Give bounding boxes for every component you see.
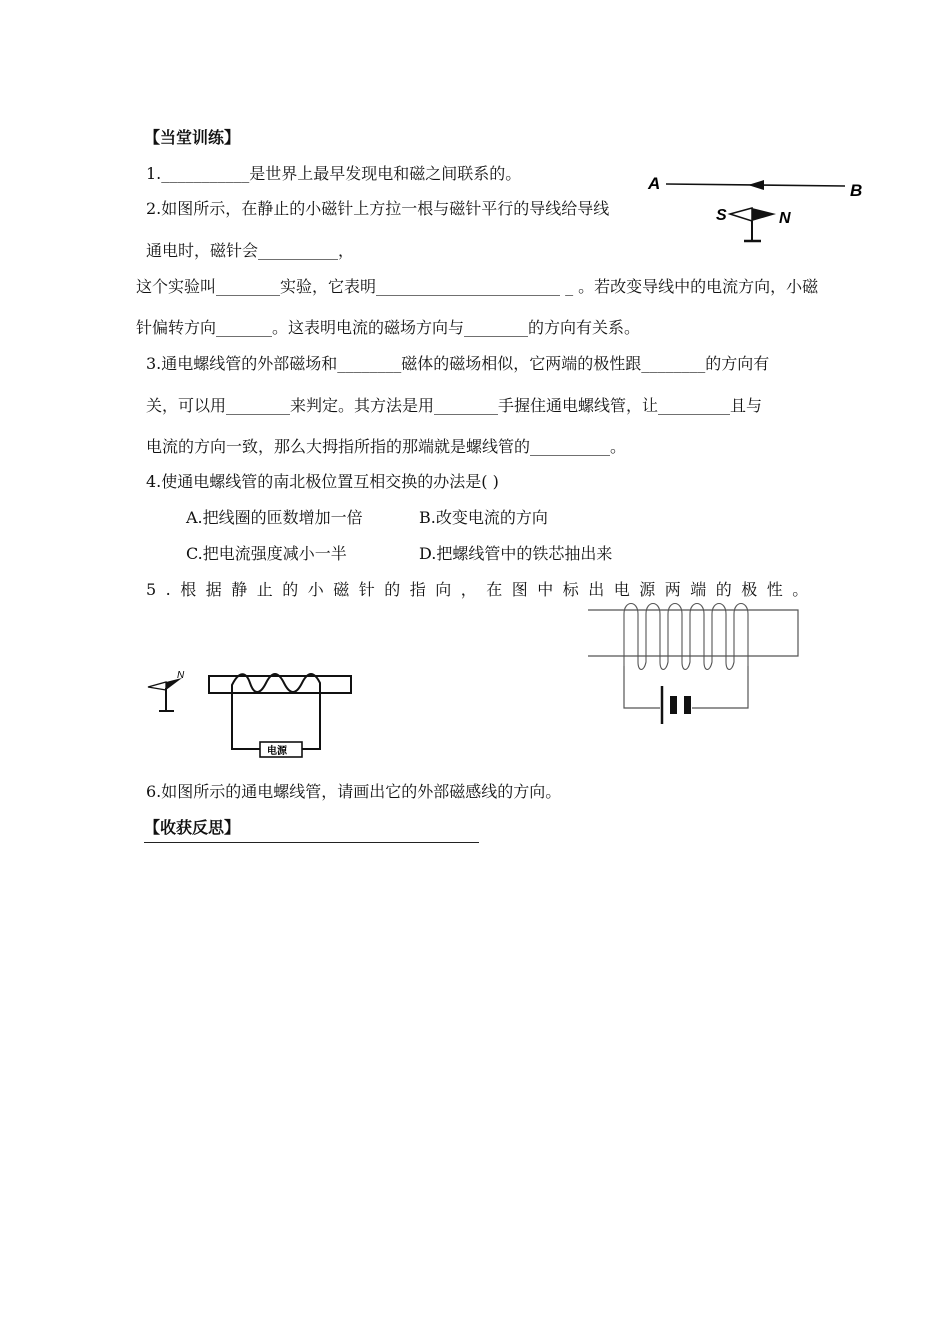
option-d: D.把螺线管中的铁芯抽出来	[419, 544, 613, 563]
question-3-line-2: 关，可以用________来判定。其方法是用________手握住通电螺线管，让_________且与	[146, 396, 763, 415]
needle-north-half	[752, 208, 776, 221]
reflection-underline	[144, 842, 479, 843]
needle-label-s: S	[716, 207, 727, 224]
question-4-stem: 4.使通电螺线管的南北极位置互相交换的办法是( )	[146, 472, 499, 491]
battery-plate-short-1	[670, 696, 677, 714]
question-3-line-3: 电流的方向一致，那么大拇指所指的那端就是螺线管的__________。	[146, 437, 627, 456]
compass-label-n: N	[177, 670, 185, 681]
solenoid-core	[209, 676, 351, 693]
battery-circuit-right	[692, 666, 748, 708]
needle-label-n: N	[779, 210, 791, 227]
battery-circuit-left	[624, 666, 660, 708]
solenoid-power-figure	[144, 665, 374, 775]
wire-label-b: B	[850, 181, 863, 200]
reflection-section-title: 【收获反思】	[144, 818, 241, 837]
practice-section-title: 【当堂训练】	[144, 128, 241, 147]
current-arrow-icon	[748, 180, 764, 190]
question-2-line-3: 这个实验叫________实验，它表明_______________________ _ 。若改变导线中的电流方向，小磁	[136, 277, 819, 296]
option-b: B.改变电流的方向	[419, 508, 548, 527]
solenoid-battery-figure	[588, 600, 808, 730]
question-2-line-2: 通电时，磁针会__________，	[146, 241, 355, 260]
solenoid-core-outline	[588, 610, 798, 656]
solenoid-coil-loops	[624, 604, 748, 670]
circuit-wire-right	[302, 693, 320, 749]
question-2-line-4: 针偏转方向_______。这表明电流的磁场方向与________的方向有关系。	[136, 318, 641, 337]
option-c: C.把电流强度减小一半	[186, 544, 347, 563]
needle-south-half	[730, 208, 752, 221]
wire-needle-figure	[640, 165, 880, 255]
compass-needle-icon	[148, 682, 166, 690]
question-5: 5.根据静止的小磁针的指向，在图中标出电源两端的极性。	[146, 580, 818, 599]
battery-plate-short-2	[684, 696, 691, 714]
wire-label-a: A	[648, 174, 661, 193]
circuit-wire-left	[232, 693, 260, 749]
question-1: 1.___________是世界上最早发现电和磁之间联系的。	[146, 164, 522, 183]
question-3-line-1: 3.通电螺线管的外部磁场和________磁体的磁场相似，它两端的极性跟________的方向有	[146, 354, 770, 373]
option-a: A.把线圈的匝数增加一倍	[186, 508, 363, 527]
question-6: 6.如图所示的通电螺线管，请画出它的外部磁感线的方向。	[146, 782, 562, 801]
power-source-label: 电源	[267, 746, 287, 757]
question-2-line-1: 2.如图所示，在静止的小磁针上方拉一根与磁针平行的导线给导线	[146, 199, 610, 218]
